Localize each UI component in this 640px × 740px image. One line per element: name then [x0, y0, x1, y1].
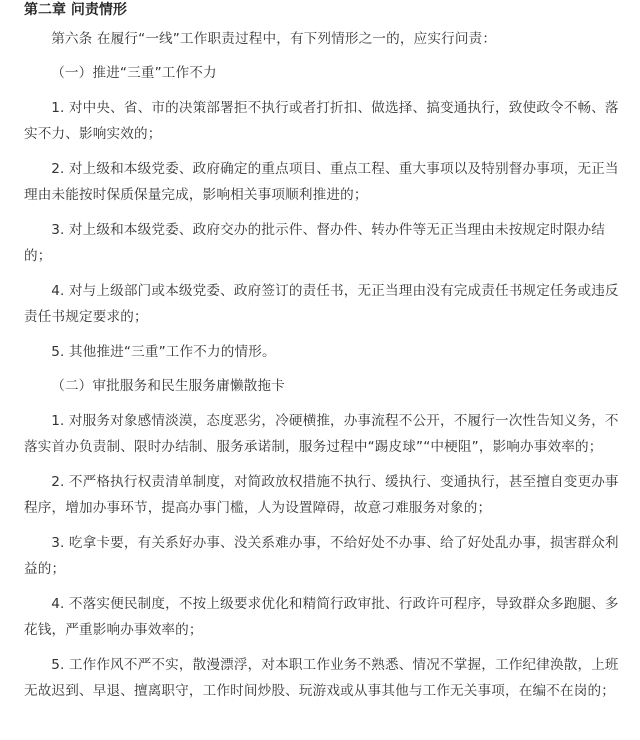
list-item: 3. 吃拿卡要，有关系好办事、没关系难办事，不给好处不办事、给了好处乱办事，损害群众利益的；: [24, 535, 619, 577]
list-item: 5. 其他推进“三重”工作不力的情形。: [51, 344, 276, 360]
list-item: 1. 对中央、省、市的决策部署拒不执行或者打折扣、做选择、搞变通执行，致使政令不畅、落实不力、影响实效的；: [24, 100, 619, 142]
list-item: 3. 对上级和本级党委、政府交办的批示件、督办件、转办件等无正当理由未按规定时限办结的；: [24, 222, 605, 264]
article-intro: 第六条 在履行“一线”工作职责过程中，有下列情形之一的，应实行问责：: [51, 31, 497, 47]
list-item: 4. 对与上级部门或本级党委、政府签订的责任书，无正当理由没有完成责任书规定任务或违反责任书规定要求的；: [24, 283, 619, 325]
list-item: 4. 不落实便民制度，不按上级要求优化和精简行政审批、行政许可程序，导致群众多跑腿、多花钱，严重影响办事效率的；: [24, 596, 619, 638]
list-item: 5. 工作作风不严不实，散漫漂浮，对本职工作业务不熟悉、情况不掌握，工作纪律涣散，上班无故迟到、早退、擅离职守，工作时间炒股、玩游戏或从事其他与工作无关事项，在编不在岗的；: [24, 657, 619, 699]
section-heading-1: （一）推进“三重”工作不力: [51, 64, 217, 81]
list-item: 2. 对上级和本级党委、政府确定的重点项目、重点工程、重大事项以及特别督办事项，无正当理由未能按时保质保量完成，影响相关事项顺利推进的；: [24, 161, 619, 203]
chapter-title: 第二章 问责情形: [24, 2, 127, 18]
section-heading-2: （二）审批服务和民生服务庸懒散拖卡: [51, 377, 285, 394]
list-item: 1. 对服务对象感情淡漠，态度恶劣，冷硬横推，办事流程不公开，不履行一次性告知义务，不落实首办负责制、限时办结制、服务承诺制，服务过程中“踢皮球”“中梗阻”，影响办事效率的；: [24, 413, 619, 455]
list-item: 2. 不严格执行权责清单制度，对简政放权措施不执行、缓执行、变通执行，甚至擅自变更办事程序，增加办事环节，提高办事门槛，人为设置障碍，故意刁难服务对象的；: [24, 474, 619, 516]
